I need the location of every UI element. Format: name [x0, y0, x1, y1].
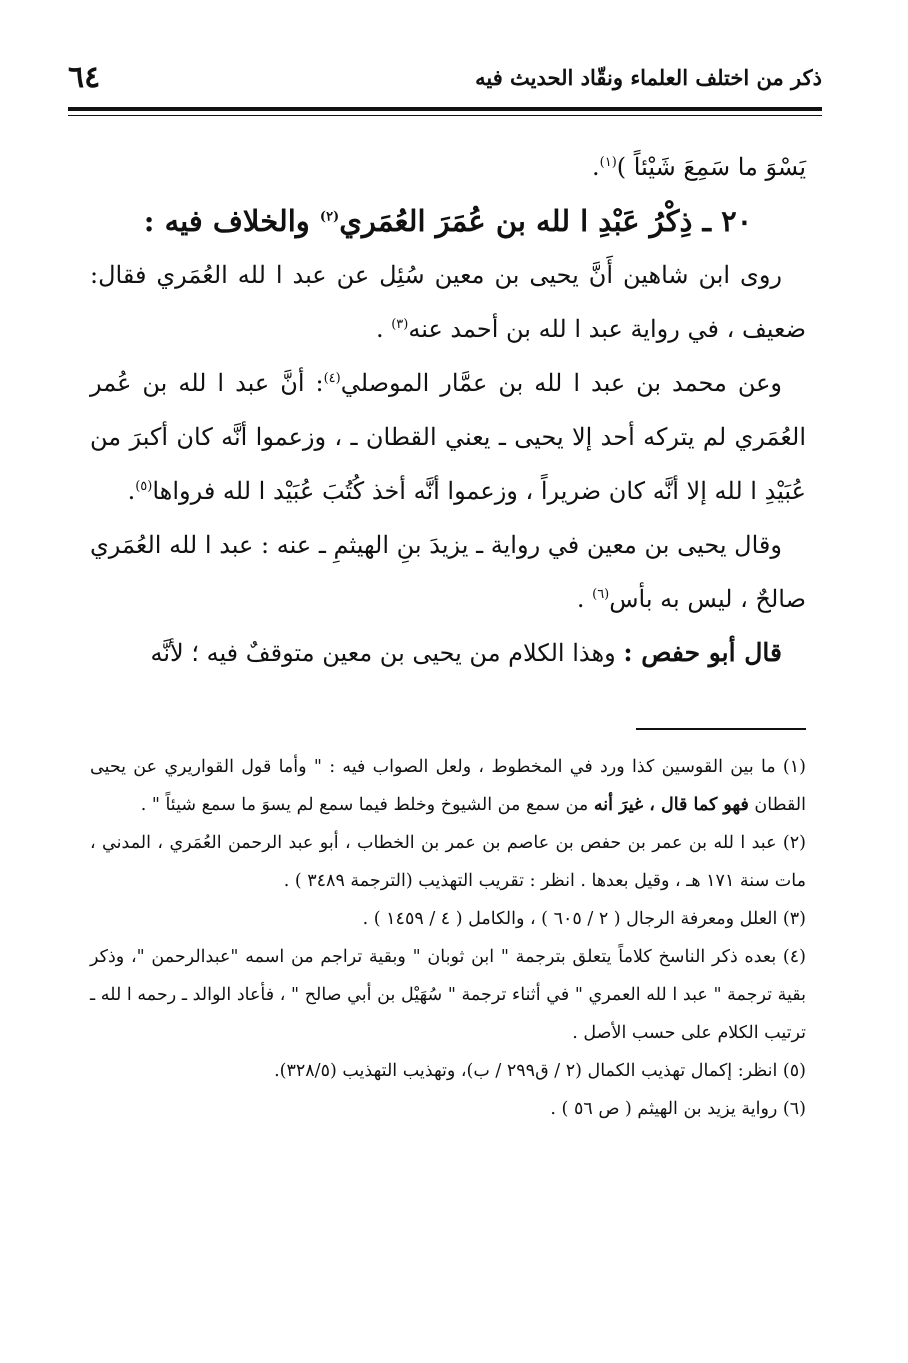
footnote-1-bold: فهو كما قال ، غيرَ أنه — [593, 795, 749, 815]
footnote-ref-6: (٦) — [592, 587, 610, 602]
footnote-ref-1: (١) — [599, 155, 617, 170]
paragraph-4 — [90, 626, 806, 680]
main-text — [90, 140, 806, 680]
paragraph-2-end: . — [127, 477, 136, 505]
footnote-separator — [636, 728, 806, 730]
header-rule-thin — [68, 115, 822, 116]
paragraph-1-text: روى ابن شاهين أَنَّ يحيى بن معين سُئِل عن عبد ا لله العُمَري فقال: ضعيف ، في رواية عبد ا لله بن أحمد عنه — [90, 261, 806, 343]
footnote-ref-5: (٥) — [135, 479, 153, 494]
page-header — [68, 48, 822, 106]
footnote-ref-4: (٤) — [323, 371, 341, 386]
section-heading-text: ٢٠ ـ ذِكْرُ عَبْدِ ا لله بن عُمَرَ العُمَري — [339, 204, 753, 238]
paragraph-4-lead: قال أبو حفص : — [623, 638, 782, 667]
footnote-5: (٥) انظر: إكمال تهذيب الكمال (٢ / ق٢٩٩ / ب)، وتهذيب التهذيب (٣٢٨/٥). — [274, 1061, 806, 1081]
opening-line — [90, 140, 806, 194]
footnote-ref-2: (٢) — [319, 209, 340, 225]
paragraph-1 — [90, 248, 806, 356]
footnote-ref-3: (٣) — [391, 317, 409, 332]
footnote-6: (٦) رواية يزيد بن الهيثم ( ص ٥٦ ) . — [550, 1099, 806, 1119]
paragraph-4-text: وهذا الكلام من يحيى بن معين متوقفٌ فيه ؛ لأنَّه — [150, 639, 624, 667]
header-rule-thick — [68, 107, 822, 111]
opening-line-text: يَسْوَ ما سَمِعَ شَيْئاً ) — [616, 153, 806, 181]
paragraph-2 — [90, 356, 806, 518]
paragraph-2-text-b: : أنَّ عبد ا لله بن عُمر العُمَري لم يتركه أحد إلا يحيى ـ يعني القطان ـ ، وزعموا أنَّه كان أكبرَ من عُبَيْدِ ا لله إلا أنَّه كان ضريراً ، وزعموا أنَّه أخذ كُتُبَ عُبَيْد ا لله فرواها — [90, 369, 806, 505]
section-heading-end: والخلاف فيه : — [143, 204, 320, 238]
opening-line-end: . — [592, 153, 600, 181]
footnote-3: (٣) العلل ومعرفة الرجال ( ٢ / ٦٠٥ ) ، والكامل ( ٤ / ١٤٥٩ ) . — [362, 909, 806, 929]
running-title: ذكر من اختلف العلماء ونقّاد الحديث فيه — [475, 64, 822, 90]
section-heading — [90, 194, 806, 248]
paragraph-1-end: . — [375, 315, 392, 343]
footnote-1 — [90, 748, 806, 824]
footnote-1-text-b: من سمع من الشيوخ وخلط فيما سمع لم يسوَ ما سمع شيئاً " . — [140, 795, 594, 815]
footnote-2: (٢) عبد ا لله بن عمر بن حفص بن عاصم بن عمر بن الخطاب ، أبو عبد الرحمن العُمَري ، المدني ، مات سنة ١٧١ هـ ، وقيل بعدها . انظر : تقريب التهذيب (الترجمة ٣٤٨٩ ) . — [90, 833, 806, 891]
footnote-4: (٤) بعده ذكر الناسخ كلاماً يتعلق بترجمة " ابن ثوبان " وبقية تراجم من اسمه "عبدالرحمن "، وذكر بقية ترجمة " عبد ا لله العمري " في أثناء ترجمة " سُهَيْل بن أبي صالح " ، فأعاد الوالد ـ رحمه ا لله ـ ترتيب الكلام على حسب الأصل . — [90, 947, 806, 1043]
paragraph-3-end: . — [576, 585, 593, 613]
paragraph-3-text: وقال يحيى بن معين في رواية ـ يزيدَ بنِ الهيثمِ ـ عنه : عبد ا لله العُمَري صالحٌ ، ليس به بأس — [90, 531, 806, 613]
page-number: ٦٤ — [68, 59, 101, 95]
paragraph-3 — [90, 518, 806, 626]
footnotes — [90, 748, 806, 1128]
footnote-1-text-a: (١) ما بين القوسين كذا ورد في المخطوط ، ولعل الصواب فيه : " وأما قول القواريري عن يحيى القطان — [90, 757, 806, 815]
paragraph-2-text-a: وعن محمد بن عبد ا لله بن عمَّار الموصلي — [340, 369, 783, 397]
